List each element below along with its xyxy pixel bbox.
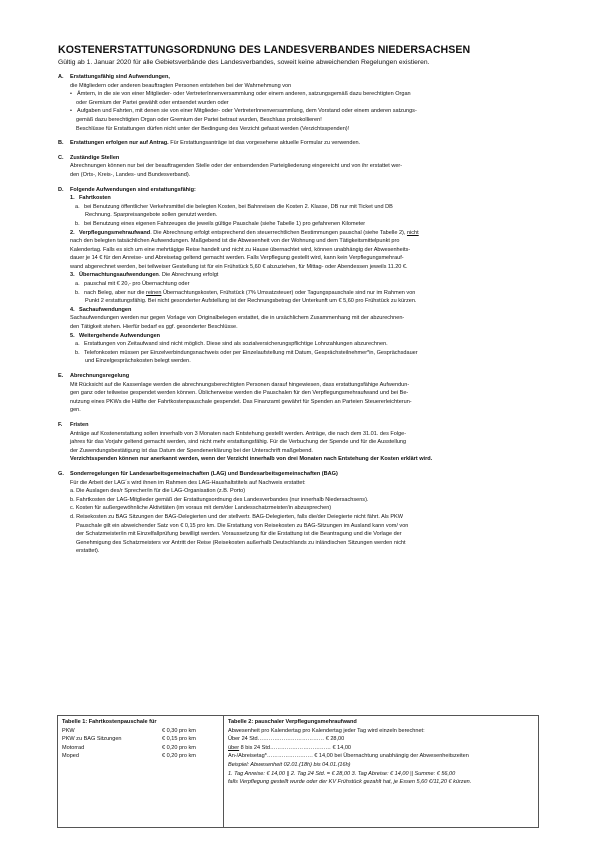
section-e-line: Mit Rücksicht auf die Kassenlage werden die abrechnungsberechtigten Personen darauf hingewiesen, dass erstattungsfähige Aufwendun- (70, 381, 410, 388)
section-f-bold-line: Verzichtsspenden können nur anerkannt werden, wenn der Verzicht innerhalb von drei Monaten nach Entstehung der Kosten erklärt wird. (70, 456, 433, 463)
table-1-fahrtkosten (58, 716, 224, 827)
item-1b-key: b. (75, 220, 80, 227)
section-f-line: jahres für das Vorjahr geltend gemacht werden, sind nicht mehr erstattungsfähig. Für die Verbuchung der Spende und für die Ausstellung (70, 439, 407, 446)
item-3b-key: b. (75, 289, 80, 296)
section-a-line: Ämtern, in die sie von einer Mitglieder- oder VertreterInnenversammlung oder einem anderen, satzungsgemäß dazu berechtigten Organ (77, 91, 411, 98)
section-d-heading: Folgende Aufwendungen sind erstattungsfähig: (70, 186, 196, 193)
table-1-cell-name: PKW (62, 727, 75, 734)
table-2-line: Abwesenheit pro Kalendertag pro Kalendertag jeder Tag wird einzeln berechnet: (228, 727, 425, 734)
item-3b-emphasis: reinen (145, 289, 162, 296)
section-g-item-b: b. Fahrtkosten der LAG-Mitglieder gemäß der Erstattungsordnung des Landesverbandes (nur innerhalb Niedersachsens). (70, 496, 369, 503)
table-row (62, 752, 219, 761)
table-2-line (228, 744, 534, 753)
section-a-line: die Mitgliedern oder anderen beauftragten Personen entstehen bei der Wahrnehmung von (70, 82, 292, 89)
table-2-example: 1. Tag Anreise: € 14,00 || 2. Tag 24 Std. = € 28,00 3. Tag Abreise: € 14,00 || Summe: € 56,00 (228, 770, 456, 777)
section-a-key: A. (58, 74, 64, 80)
section-f-heading: Fristen (70, 421, 89, 428)
item-1a-line: Rechnung. Sparpreisangebote sollen genutzt werden. (85, 212, 218, 219)
table-1-cell-value: € 0,20 pro km (162, 744, 196, 751)
bullet-icon: • (70, 108, 72, 115)
section-g-item-d: Pauschale gilt ein abweichender Satz von € 0,15 pro km. Die Erstattung von Reisekosten zu BAG-Sitzungen im Ausland kann vom/ von (76, 522, 409, 529)
section-g (58, 470, 536, 556)
section-g-item-d: Genehmigung des Schatzmeisters vor Antritt der Reise (Reisekosten außerhalb Deutschlands zu inländischen Sitzungen werden nicht (76, 539, 406, 546)
table-1-cell-name: Moped (62, 753, 79, 760)
section-a-line: Aufgaben und Fahrten, mit denen sie von einer Mitglieder- oder VertreterInnenversammlung, dem Vorstand oder einem anderen satzungs- (77, 108, 417, 115)
item-4-line: den Tätigkeit stehen. Hierfür bedarf es ggf. gesonderter Beschlüsse. (70, 324, 238, 331)
section-e-key: E. (58, 373, 64, 379)
item-2-heading: Verpflegungsmehraufwand (79, 229, 151, 236)
item-2-line: nach den belegten tatsächlichen Aufwendungen. Maßgebend ist die Abwesenheit von der Wohnung und dem Tätigkeitsmittelpunkt pro (70, 238, 400, 245)
section-c-heading: Zuständige Stellen (70, 154, 120, 161)
page-title: KOSTENERSTATTUNGSORDNUNG DES LANDESVERBANDES NIEDERSACHSEN (58, 44, 471, 56)
bullet-icon: • (70, 91, 72, 98)
section-b-key: B. (58, 140, 64, 147)
page-subtitle: Gültig ab 1. Januar 2020 für alle Gebietsverbände des Landesverbandes, soweit keine abweichenden Regelungen existieren. (58, 59, 430, 66)
item-1-heading: Fahrtkosten (79, 195, 111, 202)
section-a-line: gemäß dazu berechtigten Organ oder Gremium der Partei betraut wurden, Beschluss protokollieren! (76, 116, 322, 123)
section-a-line: oder Gremium der Partei gewählt oder entsendet wurden oder (76, 99, 229, 106)
section-g-item-a: a. Die Auslagen des/r Sprecher/in für die LAG-Organisation (z.B. Porto) (70, 488, 246, 495)
item-5a-line: Erstattungen von Zeitaufwand sind nicht möglich. Diese sind als sozialversicherungspflichtige Lohnzahlungen abzurechnen. (84, 341, 388, 348)
table-1-cell-value: € 0,20 pro km (162, 753, 196, 760)
item-5b-line: und Einzelgesprächskosten belegt werden. (85, 358, 191, 365)
section-g-item-d: erstattet). (76, 548, 100, 555)
item-4-heading: Sachaufwendungen (79, 306, 132, 313)
section-g-intro: Für die Arbeit der LAG´s wird ihnen im Rahmen des LAG-Haushaltstitels auf Nachweis erstattet: (70, 479, 306, 486)
section-a-line: Beschlüsse für Erstattungen dürfen nicht unter der Bedingung des Verzicht gefasst werden (Verzichtsspenden)! (76, 125, 350, 132)
table-2-example: Beispiel: Abwesenheit 02.01.(18h) bis 04.01.(16h) (228, 761, 351, 768)
item-5b-line: Telefonkosten müssen per Einzelverbindungsnachweis oder per Einzelaufstellung mit Datum, Gesprächsteilnehmer*in, Gesprächsdauer (84, 349, 418, 356)
section-e-line: gen. (70, 407, 81, 414)
table-2-title: Tabelle 2: pauschaler Verpflegungsmehraufwand (228, 719, 357, 725)
table-2-line: Über 24 Std……………………………… € 28,00 (228, 736, 345, 743)
item-3-text: . Die Abrechnung erfolgt (158, 272, 219, 279)
section-f (58, 421, 536, 464)
rate-tables (57, 715, 539, 828)
item-1a-key: a. (75, 203, 80, 210)
section-f-line: Anträge auf Kostenerstattung sollen innerhalb von 3 Monaten nach Entstehung gestellt werden. Anträge, die nach dem 31.01. des Folge- (70, 430, 407, 437)
section-g-heading: Sonderregelungen für Landesarbeitsgemeinschaften (LAG) und Bundesarbeitsgemeinschaften (BAG) (70, 470, 338, 477)
section-a (58, 73, 536, 133)
section-g-item-d: d. Reisekosten zu BAG Sitzungen der BAG-Delegierten und der stellvertr. BAG-Delegierten, falls die/der Deiegierte nicht fährt. Als PKW (70, 513, 403, 520)
table-1-cell-name: Motorrad (62, 744, 85, 751)
section-e-heading: Abrechnungsregelung (70, 373, 130, 379)
section-g-item-d: der Schatzmeister/in mit Einzelfallprüfung bewilligt werden. Voraussetzung für die Erstattung ist die Beantragung und die Vorlage der (76, 531, 402, 538)
section-d-key: D. (58, 186, 64, 193)
section-g-key: G. (58, 470, 64, 477)
item-1-key: 1. (70, 195, 75, 202)
section-e-line: nutzung eines PKWs die Hälfte der Fahrtkostenpauschale gespendet. Das Finanzamt gewährt für Spenden an Parteien Steuererleichterun- (70, 398, 412, 405)
section-b-text: Für Erstattungsanträge ist das vorgesehene aktuelle Formular zu verwenden. (168, 140, 361, 147)
item-2-emphasis: nicht (406, 229, 419, 236)
section-c-line: den (Orts-, Kreis-, Landes- und Bundesverband). (70, 171, 191, 178)
table-2-line-text: 8 bis 24 Std…………………………… € 14,00 (239, 744, 352, 751)
table-row (62, 735, 219, 744)
item-1b-line: bei Benutzung eines eigenen Fahrzeuges die jeweils gültige Pauschale (siehe Tabelle 1) pro gefahrenen Kilometer (84, 220, 366, 227)
section-e (58, 372, 536, 415)
table-row (62, 744, 219, 753)
table-1-cell-value: € 0,15 pro km (162, 736, 196, 743)
item-3b-line: Übernachtungskosten, Frühstück (7% Umsatzsteuer) oder Tagungspauschale sind nur im Rahmen von (161, 289, 416, 296)
section-d (58, 186, 536, 366)
item-3b-line: Punkt 2 erstattungsfähig. Bei nicht gesonderter Aufstellung ist der Rechnungsbetrag der Unterkunft um € 5,60 pro Frühstück zu kürzen. (85, 298, 417, 305)
item-1a-line: bei Benutzung öffentlicher Verkehrsmittel die belegten Kosten, bei Bahnreisen die Kosten 2. Klasse, DB nur mit Ticket und DB (84, 203, 393, 210)
item-3a-line: pauschal mit € 20,- pro Übernachtung oder (84, 281, 190, 288)
section-f-key: F. (58, 421, 63, 428)
document-content (58, 44, 536, 556)
section-c-key: C. (58, 154, 64, 161)
item-3-heading: Übernachtungsaufwendungen (79, 272, 159, 279)
item-3b-line: nach Beleg, aber nur die (84, 289, 146, 296)
section-c-line: Abrechnungen können nur bei der beauftragenden Stelle oder der entsendenden Parteigliederung eingereicht und von ihr erstattet wer- (70, 163, 403, 170)
item-2-line: dauer je 14 € für den Anreise- und Abreisetag geltend gemacht werden. Falls Verpflegung gestellt wird, kann kein Verpflegungsmehrauf- (70, 255, 404, 262)
table-1-cell-name: PKW zu BAG Sitzungen (62, 736, 122, 743)
item-3-key: 3. (70, 272, 75, 279)
item-3a-key: a. (75, 281, 80, 288)
item-2-line: . Die Abrechnung erfolgt entsprechend den steuerrechtlichen Bestimmungen pauschal (siehe Tabelle 2), (150, 229, 407, 236)
table-1-title: Tabelle 1: Fahrtkostenpauschale für (62, 719, 157, 725)
table-2-example: falls Verpflegung gestellt wurde oder der KV Frühstück gezahlt hat, je Essen 5,60 €/11,20 € kürzen. (228, 779, 472, 786)
item-5-key: 5. (70, 332, 75, 339)
item-4-key: 4. (70, 306, 75, 313)
section-b-heading: Erstattungen erfolgen nur auf Antrag. (70, 140, 169, 147)
section-b (58, 139, 536, 148)
item-4-line: Sachaufwendungen werden nur gegen Vorlage von Originalbelegen erstattet, die in ursächlichem Zusammenhang mit der abzurechnen- (70, 315, 405, 322)
table-2-verpflegung (224, 716, 538, 827)
section-f-line: der Zuwendungsbestätigung ist das Datum der Spendenerklärung bei der Unterschrift maßgebend. (70, 447, 313, 454)
table-2-emphasis: über (228, 744, 240, 751)
item-5a-key: a. (75, 341, 80, 348)
section-e-line: gen ganz oder teilweise gespendet werden können. Üblicherweise werden die Pauschalen für den Verpflegungsmehraufwand und bei Be- (70, 390, 409, 397)
section-c (58, 154, 536, 180)
section-g-item-c: c. Kosten für außergewöhnliche Aktivitäten (im voraus mit dem/der Landesschatzmeister/in abzusprechen) (70, 505, 332, 512)
item-5b-key: b. (75, 349, 80, 356)
item-5-heading: Weitergehende Aufwendungen (79, 332, 161, 339)
section-a-heading: Erstattungsfähig sind Aufwendungen, (70, 74, 170, 80)
table-1-cell-value: € 0,30 pro km (162, 727, 196, 734)
table-row (62, 727, 219, 736)
table-2-line: An-/Abreisetag*……………………. € 14,00 bei Übernachtung unabhängig der Abwesenheitszeiten (228, 753, 469, 760)
item-2-line: Kalendertag. Falls es sich um eine mehrtägige Reise handelt und nicht zu Hause übernachtet wird, können unabhängig der Abwesenheits- (70, 246, 411, 253)
item-2-key: 2. (70, 229, 75, 236)
item-2-line: wand abgerechnet werden, bei teilweiser Gestellung ist für ein Frühstück 5,60 € abzuziehen, für Mittag- oder Abendessen jeweils 11.20 €. (70, 263, 408, 270)
